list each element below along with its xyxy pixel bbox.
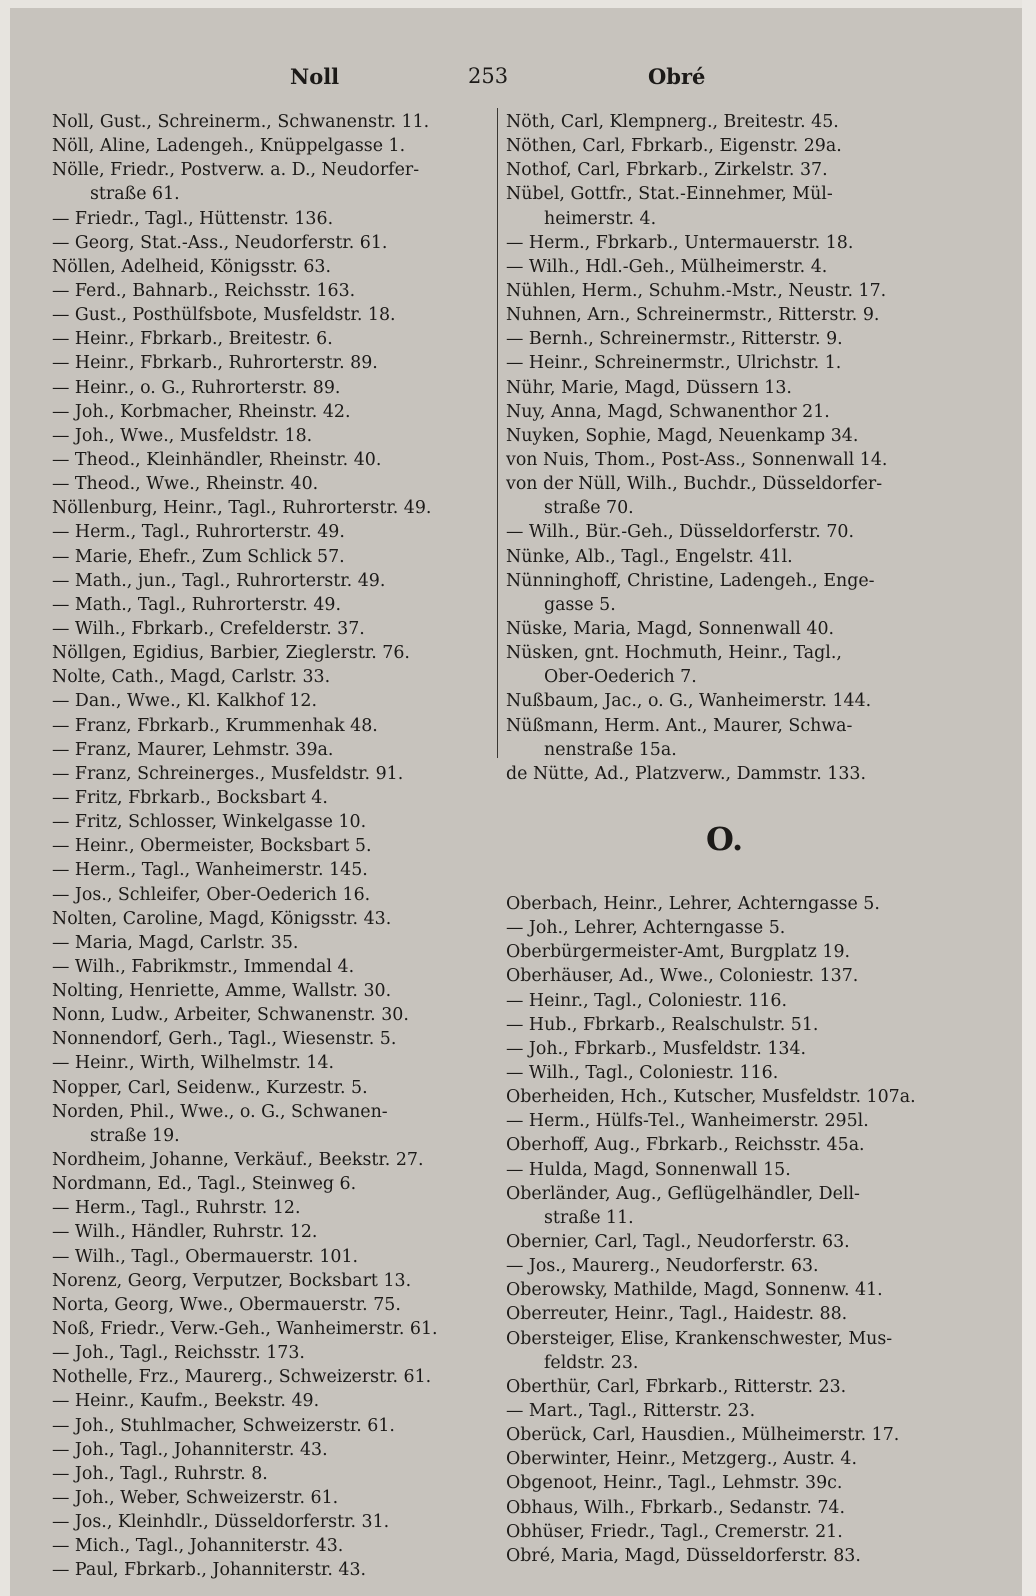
- directory-entry: — Wilh., Hdl.-Geh., Mülheimerstr. 4.: [506, 256, 828, 277]
- directory-entry: Nuyken, Sophie, Magd, Neuenkamp 34.: [506, 425, 859, 446]
- directory-entry: Nünke, Alb., Tagl., Engelstr. 41l.: [506, 546, 793, 567]
- directory-entry: Oberheiden, Hch., Kutscher, Musfeldstr. 107a.: [506, 1087, 916, 1108]
- directory-entry: Nordmann, Ed., Tagl., Steinweg 6.: [52, 1174, 357, 1195]
- directory-entry: — Theod., Wwe., Rheinstr. 40.: [52, 474, 319, 495]
- directory-entry: — Joh., Fbrkarb., Musfeldstr. 134.: [506, 1038, 807, 1059]
- directory-entry: Obernier, Carl, Tagl., Neudorferstr. 63.: [506, 1231, 850, 1252]
- directory-entry: Norden, Phil., Wwe., o. G., Schwanen-: [52, 1101, 388, 1122]
- directory-entry: Nußbaum, Jac., o. G., Wanheimerstr. 144.: [506, 691, 872, 712]
- directory-entry: — Heinr., o. G., Ruhrorterstr. 89.: [52, 377, 341, 398]
- directory-entry: straße 19.: [90, 1125, 180, 1146]
- directory-entry: feldstr. 23.: [544, 1352, 639, 1373]
- directory-entry: — Theod., Kleinhändler, Rheinstr. 40.: [52, 449, 382, 470]
- directory-entry: — Herm., Fbrkarb., Untermauerstr. 18.: [506, 232, 854, 253]
- directory-entry: — Math., Tagl., Ruhrorterstr. 49.: [52, 594, 341, 615]
- directory-entry: Oberowsky, Mathilde, Magd, Sonnenw. 41.: [506, 1280, 883, 1301]
- directory-entry: Nonn, Ludw., Arbeiter, Schwanenstr. 30.: [52, 1005, 409, 1026]
- directory-entry: — Mart., Tagl., Ritterstr. 23.: [506, 1400, 756, 1421]
- directory-entry: Obersteiger, Elise, Krankenschwester, Mus-: [506, 1328, 893, 1349]
- directory-entry: — Herm., Tagl., Ruhrorterstr. 49.: [52, 522, 345, 543]
- directory-entry: — Dan., Wwe., Kl. Kalkhof 12.: [52, 691, 318, 712]
- header-left-keyword: Noll: [290, 64, 340, 89]
- directory-entry: — Heinr., Fbrkarb., Ruhrorterstr. 89.: [52, 353, 378, 374]
- directory-entry: Oberück, Carl, Hausdien., Mülheimerstr. 17.: [506, 1425, 900, 1446]
- page-edge-left: [0, 0, 10, 1596]
- directory-entry: Nuy, Anna, Magd, Schwanenthor 21.: [506, 401, 830, 422]
- directory-entry: straße 70.: [544, 498, 634, 519]
- directory-entry: Obhüser, Friedr., Tagl., Cremerstr. 21.: [506, 1521, 843, 1542]
- directory-entry: Noß, Friedr., Verw.-Geh., Wanheimerstr. 61.: [52, 1319, 438, 1340]
- directory-entry: gasse 5.: [544, 594, 616, 615]
- directory-entry: — Friedr., Tagl., Hüttenstr. 136.: [52, 208, 334, 229]
- directory-entry: Norenz, Georg, Verputzer, Bocksbart 13.: [52, 1270, 412, 1291]
- directory-entry: Nüsken, gnt. Hochmuth, Heinr., Tagl.,: [506, 643, 842, 664]
- directory-entry: — Bernh., Schreinermstr., Ritterstr. 9.: [506, 329, 843, 350]
- directory-entry: — Franz, Fbrkarb., Krummenhak 48.: [52, 715, 378, 736]
- directory-entry: — Joh., Lehrer, Achterngasse 5.: [506, 918, 786, 939]
- page-edge-right: [1022, 0, 1036, 1596]
- directory-entry: — Joh., Tagl., Ruhrstr. 8.: [52, 1463, 268, 1484]
- directory-entry: Nöll, Aline, Ladengeh., Knüppelgasse 1.: [52, 136, 406, 157]
- directory-entry: — Wilh., Fabrikmstr., Immendal 4.: [52, 956, 355, 977]
- directory-entry: straße 61.: [90, 184, 180, 205]
- directory-entry: — Heinr., Schreinermstr., Ulrichstr. 1.: [506, 353, 842, 374]
- directory-entry: Oberreuter, Heinr., Tagl., Haidestr. 88.: [506, 1304, 848, 1325]
- directory-entry: Obhaus, Wilh., Fbrkarb., Sedanstr. 74.: [506, 1497, 845, 1518]
- directory-entry: — Fritz, Fbrkarb., Bocksbart 4.: [52, 787, 328, 808]
- directory-entry: Nordheim, Johanne, Verkäuf., Beekstr. 27.: [52, 1150, 424, 1171]
- right-column-lower: [506, 892, 916, 1568]
- directory-entry: — Jos., Schleifer, Ober-Oederich 16.: [52, 884, 371, 905]
- directory-entry: von der Nüll, Wilh., Buchdr., Düsseldorfer-: [506, 474, 883, 495]
- directory-entry: — Jos., Kleinhdlr., Düsseldorferstr. 31.: [52, 1512, 390, 1533]
- directory-entry: Nüßmann, Herm. Ant., Maurer, Schwa-: [506, 715, 853, 736]
- directory-entry: — Heinr., Fbrkarb., Breitestr. 6.: [52, 329, 333, 350]
- directory-entry: Nöllen, Adelheid, Königsstr. 63.: [52, 256, 331, 277]
- directory-entry: — Herm., Tagl., Wanheimerstr. 145.: [52, 860, 368, 881]
- directory-entry: Nolte, Cath., Magd, Carlstr. 33.: [52, 667, 331, 688]
- directory-entry: Oberländer, Aug., Geflügelhändler, Dell-: [506, 1183, 860, 1204]
- directory-entry: Nopper, Carl, Seidenw., Kurzestr. 5.: [52, 1077, 368, 1098]
- directory-entry: — Herm., Hülfs-Tel., Wanheimerstr. 295l.: [506, 1111, 869, 1132]
- directory-entry: Oberhäuser, Ad., Wwe., Coloniestr. 137.: [506, 966, 859, 987]
- directory-entry: — Herm., Tagl., Ruhrstr. 12.: [52, 1198, 301, 1219]
- directory-entry: — Math., jun., Tagl., Ruhrorterstr. 49.: [52, 570, 386, 591]
- directory-entry: — Wilh., Bür.-Geh., Düsseldorferstr. 70.: [506, 522, 854, 543]
- directory-entry: — Fritz, Schlosser, Winkelgasse 10.: [52, 812, 367, 833]
- directory-entry: — Heinr., Tagl., Coloniestr. 116.: [506, 990, 787, 1011]
- directory-entry: Norta, Georg, Wwe., Obermauerstr. 75.: [52, 1294, 401, 1315]
- directory-entry: Obgenoot, Heinr., Tagl., Lehmstr. 39c.: [506, 1473, 843, 1494]
- directory-entry: von Nuis, Thom., Post-Ass., Sonnenwall 14.: [506, 449, 888, 470]
- directory-entry: Nöllgen, Egidius, Barbier, Zieglerstr. 76.: [52, 643, 410, 664]
- directory-entry: — Joh., Korbmacher, Rheinstr. 42.: [52, 401, 351, 422]
- section-letter: O.: [706, 820, 744, 858]
- directory-entry: — Ferd., Bahnarb., Reichsstr. 163.: [52, 280, 356, 301]
- directory-entry: — Heinr., Kaufm., Beekstr. 49.: [52, 1391, 320, 1412]
- right-column-upper: [506, 110, 954, 786]
- directory-entry: straße 11.: [544, 1207, 634, 1228]
- directory-entry: Nothof, Carl, Fbrkarb., Zirkelstr. 37.: [506, 160, 828, 181]
- directory-entry: — Joh., Tagl., Reichsstr. 173.: [52, 1343, 305, 1364]
- left-column: [52, 110, 492, 1583]
- directory-entry: — Hulda, Magd, Sonnenwall 15.: [506, 1159, 791, 1180]
- directory-entry: — Gust., Posthülfsbote, Musfeldstr. 18.: [52, 305, 396, 326]
- directory-entry: — Joh., Stuhlmacher, Schweizerstr. 61.: [52, 1415, 395, 1436]
- directory-entry: Nothelle, Frz., Maurerg., Schweizerstr. 61.: [52, 1367, 432, 1388]
- directory-entry: de Nütte, Ad., Platzverw., Dammstr. 133.: [506, 763, 866, 784]
- directory-entry: — Heinr., Wirth, Wilhelmstr. 14.: [52, 1053, 335, 1074]
- directory-entry: — Franz, Schreinerges., Musfeldstr. 91.: [52, 763, 404, 784]
- directory-entry: — Franz, Maurer, Lehmstr. 39a.: [52, 739, 334, 760]
- column-divider: [497, 108, 498, 758]
- directory-entry: Nöllenburg, Heinr., Tagl., Ruhrorterstr. 49.: [52, 498, 432, 519]
- directory-entry: — Mich., Tagl., Johanniterstr. 43.: [52, 1536, 344, 1557]
- directory-entry: Oberbach, Heinr., Lehrer, Achterngasse 5.: [506, 894, 880, 914]
- directory-entry: Oberwinter, Heinr., Metzgerg., Austr. 4.: [506, 1449, 858, 1470]
- directory-entry: — Paul, Fbrkarb., Johanniterstr. 43.: [52, 1560, 367, 1581]
- directory-entry: — Wilh., Händler, Ruhrstr. 12.: [52, 1222, 318, 1243]
- directory-entry: — Marie, Ehefr., Zum Schlick 57.: [52, 546, 345, 567]
- directory-entry: Oberbürgermeister-Amt, Burgplatz 19.: [506, 942, 851, 963]
- directory-entry: Nübel, Gottfr., Stat.-Einnehmer, Mül-: [506, 184, 833, 205]
- directory-entry: Nuhnen, Arn., Schreinermstr., Ritterstr. 9.: [506, 305, 880, 326]
- header-right-keyword: Obré: [648, 64, 706, 89]
- directory-entry: — Wilh., Fbrkarb., Crefelderstr. 37.: [52, 618, 365, 639]
- directory-entry: — Joh., Tagl., Johanniterstr. 43.: [52, 1439, 328, 1460]
- page-edge-top: [0, 0, 1036, 8]
- directory-entry: Nüske, Maria, Magd, Sonnenwall 40.: [506, 618, 835, 639]
- directory-entry: heimerstr. 4.: [544, 208, 657, 229]
- directory-entry: Nünninghoff, Christine, Ladengeh., Enge-: [506, 570, 875, 591]
- page-header: [0, 58, 1036, 94]
- page-number: 253: [468, 64, 509, 88]
- directory-entry: Oberthür, Carl, Fbrkarb., Ritterstr. 23.: [506, 1376, 847, 1397]
- directory-entry: Nöthen, Carl, Fbrkarb., Eigenstr. 29a.: [506, 136, 842, 157]
- directory-entry: Noll, Gust., Schreinerm., Schwanenstr. 11.: [52, 112, 430, 132]
- directory-entry: Oberhoff, Aug., Fbrkarb., Reichsstr. 45a.: [506, 1135, 865, 1156]
- directory-entry: — Wilh., Tagl., Coloniestr. 116.: [506, 1062, 779, 1083]
- directory-entry: Nöth, Carl, Klempnerg., Breitestr. 45.: [506, 112, 839, 132]
- directory-entry: — Hub., Fbrkarb., Realschulstr. 51.: [506, 1014, 819, 1035]
- directory-entry: — Joh., Wwe., Musfeldstr. 18.: [52, 425, 313, 446]
- directory-entry: Nühr, Marie, Magd, Düssern 13.: [506, 377, 792, 398]
- directory-entry: — Heinr., Obermeister, Bocksbart 5.: [52, 836, 372, 857]
- directory-entry: Ober-Oederich 7.: [544, 667, 697, 688]
- directory-entry: Obré, Maria, Magd, Düsseldorferstr. 83.: [506, 1545, 861, 1566]
- directory-entry: — Wilh., Tagl., Obermauerstr. 101.: [52, 1246, 359, 1267]
- directory-entry: nenstraße 15a.: [544, 739, 677, 760]
- directory-entry: — Maria, Magd, Carlstr. 35.: [52, 932, 299, 953]
- directory-entry: — Jos., Maurerg., Neudorferstr. 63.: [506, 1256, 819, 1277]
- directory-entry: Nonnendorf, Gerh., Tagl., Wiesenstr. 5.: [52, 1029, 397, 1050]
- directory-entry: Nolten, Caroline, Magd, Königsstr. 43.: [52, 908, 392, 929]
- directory-entry: Nölle, Friedr., Postverw. a. D., Neudorfer-: [52, 160, 420, 181]
- directory-entry: Nühlen, Herm., Schuhm.-Mstr., Neustr. 17.: [506, 280, 887, 301]
- directory-entry: Nolting, Henriette, Amme, Wallstr. 30.: [52, 981, 392, 1002]
- directory-entry: — Joh., Weber, Schweizerstr. 61.: [52, 1488, 339, 1509]
- directory-entry: — Georg, Stat.-Ass., Neudorferstr. 61.: [52, 232, 388, 253]
